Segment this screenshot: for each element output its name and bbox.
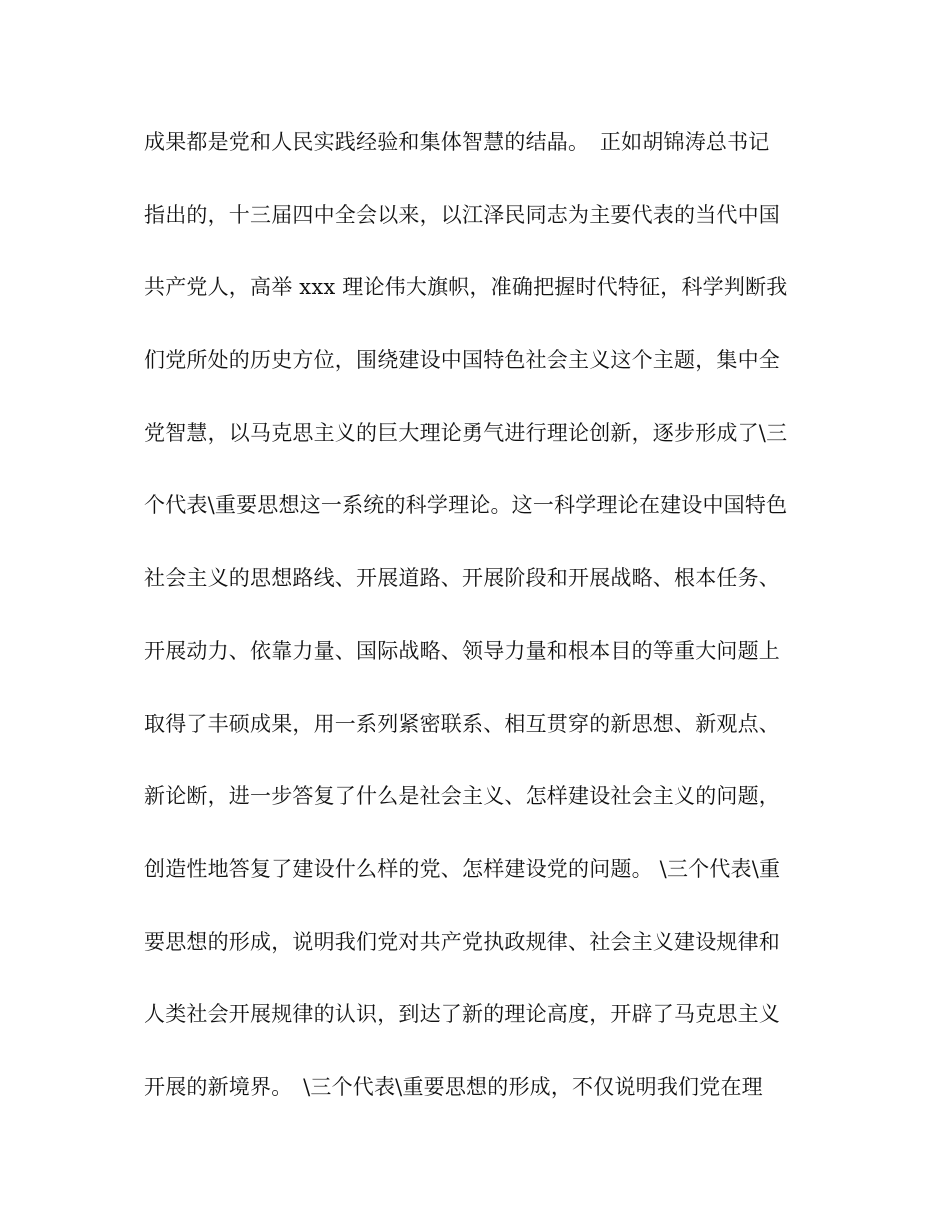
text-line-7: 社会主义的思想路线、开展道路、开展阶段和开展战略、根本任务、 [144, 566, 780, 591]
text-line-12: 要思想的形成，说明我们党对共产党执政规律、社会主义建设规律和 [144, 929, 780, 954]
text-line-6: 个代表\重要思想这一系统的科学理论。这一科学理论在建设中国特色 [144, 493, 788, 518]
text-line-11: 创造性地答复了建设什么样的党、怎样建设党的问题。 \三个代表\重 [144, 856, 781, 881]
text-line-10: 新论断，进一步答复了什么是社会主义、怎样建设社会主义的问题， [144, 784, 780, 809]
text-line-4: 们党所处的历史方位，围绕建设中国特色社会主义这个主题，集中全 [144, 348, 780, 373]
text-line-3: 共产党人，高举 xxx 理论伟大旗帜，准确把握时代特征，科学判断我 [144, 275, 788, 300]
text-line-5: 党智慧，以马克思主义的巨大理论勇气进行理论创新，逐步形成了\三 [144, 420, 788, 445]
text-line-13: 人类社会开展规律的认识，到达了新的理论高度，开辟了马克思主义 [144, 1002, 780, 1027]
text-line-9: 取得了丰硕成果，用一系列紧密联系、相互贯穿的新思想、新观点、 [144, 711, 780, 736]
text-line-8: 开展动力、依靠力量、国际战略、领导力量和根本目的等重大问题上 [144, 638, 780, 663]
body-text [144, 124, 824, 1142]
text-line-14: 开展的新境界。 \三个代表\重要思想的形成，不仅说明我们党在理 [144, 1074, 763, 1099]
text-line-2: 指出的，十三届四中全会以来，以江泽民同志为主要代表的当代中国 [144, 202, 780, 227]
text-line-1: 成果都是党和人民实践经验和集体智慧的结晶。 正如胡锦涛总书记 [144, 130, 770, 154]
